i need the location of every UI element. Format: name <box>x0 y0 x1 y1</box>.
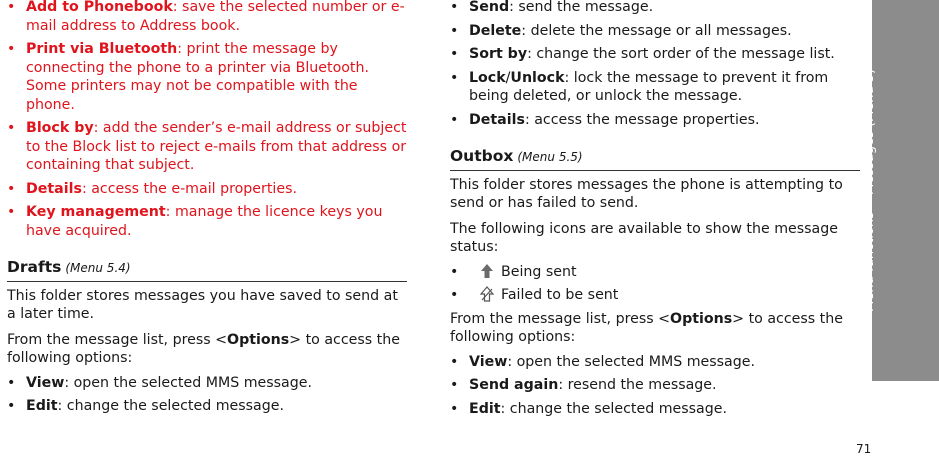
menu-reference: (Menu 5.4) <box>65 261 131 275</box>
list-item: • Block by: add the sender’s e-mail address or subject to the Block list to reject e-mails from that address or containing that subject. <box>7 119 407 175</box>
list-item: • View: open the selected MMS message. <box>7 374 407 393</box>
status-icon-list <box>450 263 860 305</box>
drafts-intro: This folder stores messages you have saved to send at a later time. <box>7 287 398 322</box>
list-item: • Failed to be sent <box>450 286 860 305</box>
list-item: • Details: access the e-mail properties. <box>7 180 407 199</box>
failed-to-send-icon <box>479 286 495 302</box>
drafts-options-list-continued <box>450 0 860 129</box>
sidebar-subsection: Messages (Menu 5) <box>861 68 877 195</box>
list-item: • Edit: change the selected message. <box>7 397 407 416</box>
list-item: • Delete: delete the message or all messages. <box>450 22 860 41</box>
outbox-options-intro: From the message list, press <Options> to access the following options: <box>450 310 843 345</box>
list-item: • Details: access the message properties. <box>450 111 860 130</box>
list-item: • Send: send the message. <box>450 0 860 17</box>
being-sent-icon <box>479 263 495 279</box>
outbox-status-intro: The following icons are available to show the message status: <box>450 220 838 255</box>
list-item: • Key management: manage the licence keys you have acquired. <box>7 203 407 240</box>
list-item: • Sort by: change the sort order of the message list. <box>450 45 860 64</box>
list-item: • Being sent <box>450 263 860 282</box>
list-item: • Send again: resend the message. <box>450 376 860 395</box>
outbox-heading: Outbox (Menu 5.5) <box>450 147 860 171</box>
list-item: • Edit: change the selected message. <box>450 400 860 419</box>
email-options-list <box>7 0 407 240</box>
drafts-options-list <box>7 374 407 416</box>
drafts-heading: Drafts (Menu 5.4) <box>7 258 407 282</box>
list-item: • View: open the selected MMS message. <box>450 353 860 372</box>
page-number: 71 <box>856 442 872 456</box>
right-column <box>450 0 860 418</box>
drafts-options-intro: From the message list, press <Options> to access the following options: <box>7 331 400 366</box>
list-item: • Lock/Unlock: lock the message to prevent it from being deleted, or unlock the message. <box>450 69 860 106</box>
sidebar-section-title: Menu functions <box>861 211 877 312</box>
outbox-intro: This folder stores messages the phone is attempting to send or has failed to send. <box>450 176 843 211</box>
list-item: • Add to Phonebook: save the selected number or e-mail address to Address book. <box>7 0 407 35</box>
section-sidebar <box>872 0 939 381</box>
outbox-options-list <box>450 353 860 419</box>
menu-reference: (Menu 5.5) <box>517 150 583 164</box>
left-column <box>7 0 407 416</box>
list-item: • Print via Bluetooth: print the message by connecting the phone to a printer via Bluetooth. Some printers may not be compatible with the phone. <box>7 40 407 114</box>
